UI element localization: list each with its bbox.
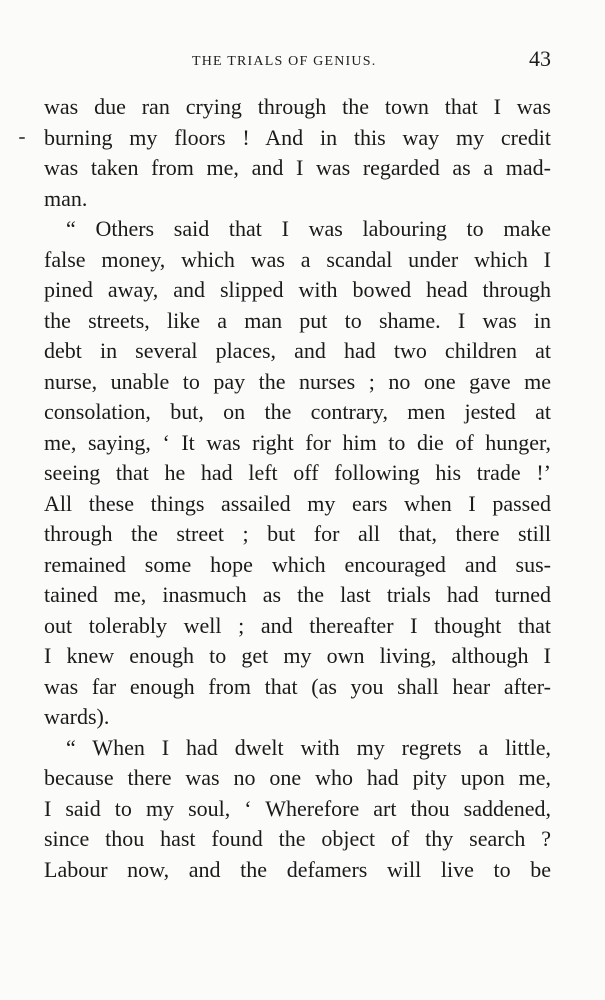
text-line: was due ran crying through the town that I was [44, 94, 551, 119]
text-line: I said to my soul, ‘ Wherefore art thou saddened, [44, 795, 551, 821]
text-line: the streets, like a man put to shame. I was in [44, 307, 551, 333]
text-line: through the street ; but for all that, there still [44, 521, 551, 546]
text-line: seeing that he had left off following his trade !’ [44, 460, 551, 485]
text-line: wards). [44, 704, 110, 729]
text-line: nurse, unable to pay the nurses ; no one gave me [44, 368, 551, 394]
text-line: was far enough from that (as you shall hear after- [44, 673, 551, 699]
text-line: Labour now, and the defamers will live to be [44, 856, 551, 882]
page-number: 43 [529, 46, 551, 71]
text-line: pined away, and slipped with bowed head through [44, 277, 551, 302]
text-line: I knew enough to get my own living, although I [44, 643, 551, 668]
margin-mark [19, 137, 25, 139]
text-line: was taken from me, and I was regarded as a mad- [44, 155, 551, 180]
text-line: out tolerably well ; and thereafter I thought that [44, 612, 551, 638]
text-line: “ Others said that I was labouring to make [66, 216, 551, 241]
text-line: debt in several places, and had two children at [44, 338, 551, 363]
body-text [44, 92, 551, 885]
text-line: “ When I had dwelt with my regrets a little, [66, 734, 551, 760]
text-line: me, saying, ‘ It was right for him to die of hunger, [44, 429, 551, 455]
running-head [44, 44, 551, 84]
text-line: man. [44, 185, 88, 211]
text-line: tained me, inasmuch as the last trials had turned [44, 582, 551, 607]
text-line: since thou hast found the object of thy search ? [44, 826, 551, 851]
text-line: consolation, but, on the contrary, men jested at [44, 399, 551, 424]
text-line: burning my floors ! And in this way my credit [44, 124, 551, 150]
text-line: remained some hope which encouraged and sus- [44, 551, 551, 577]
text-line: false money, which was a scandal under which I [44, 246, 551, 272]
text-line: All these things assailed my ears when I passed [44, 490, 551, 516]
running-title: THE TRIALS OF GENIUS. [192, 54, 377, 69]
text-line: because there was no one who had pity upon me, [44, 765, 551, 790]
